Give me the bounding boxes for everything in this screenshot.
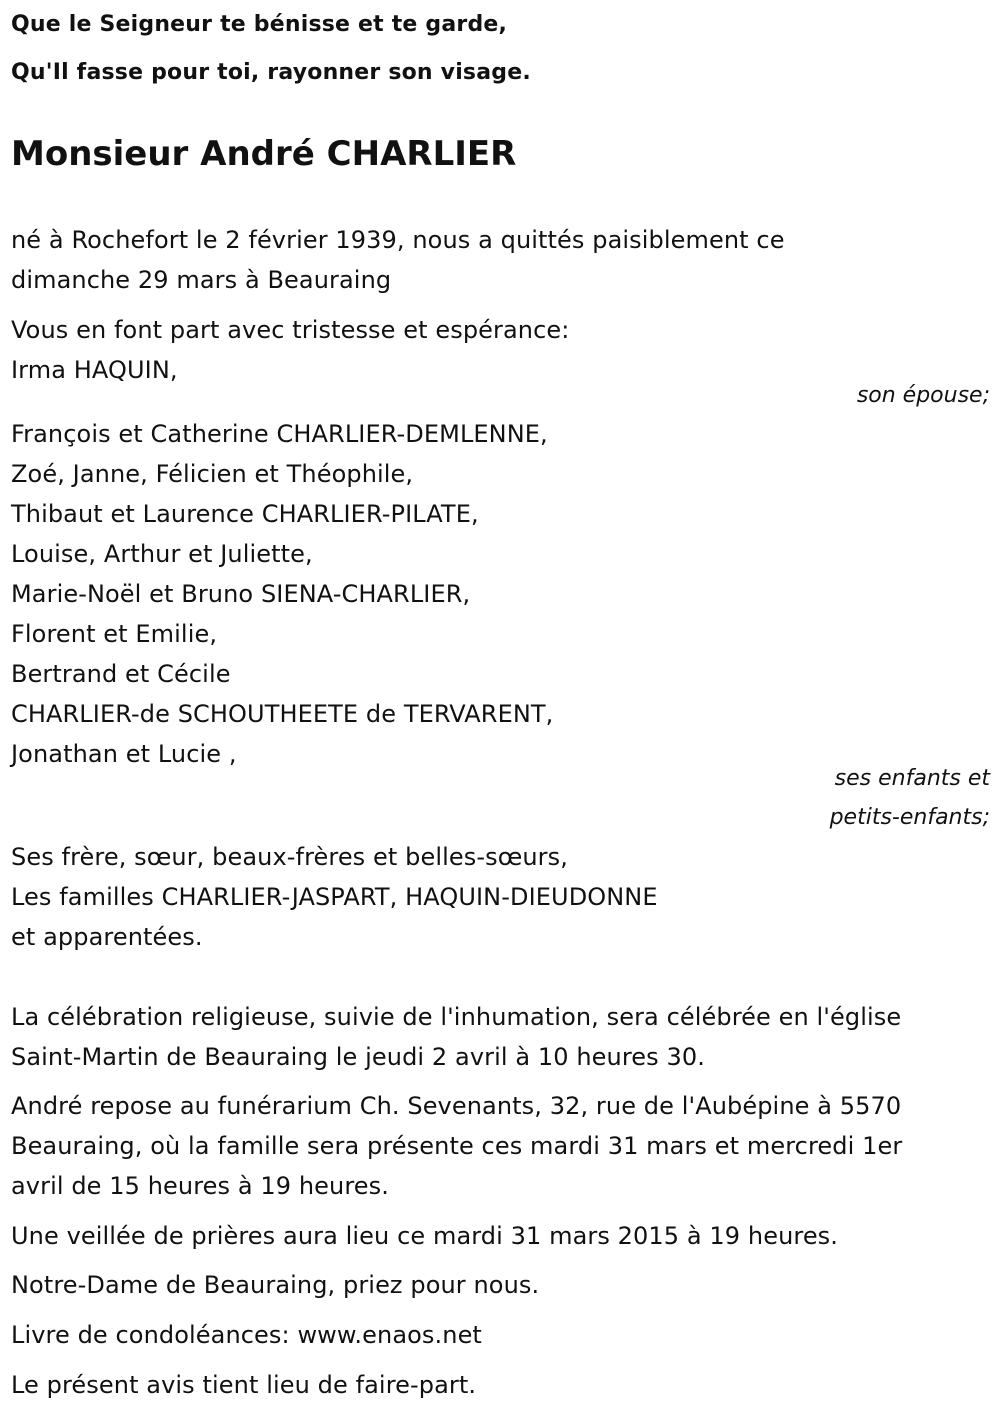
family-line: et apparentées.: [11, 923, 203, 951]
children-line: CHARLIER-de SCHOUTHEETE de TERVARENT,: [11, 700, 554, 728]
vigil-text: Une veillée de prières aura lieu ce mardi 31 mars 2015 à 19 heures.: [11, 1222, 839, 1250]
verse-line-1: Que le Seigneur te bénisse et te garde,: [11, 12, 508, 37]
intro-line-2: dimanche 29 mars à Beauraing: [11, 266, 392, 294]
spouse-role: son épouse;: [856, 383, 990, 408]
intro-line-1: né à Rochefort le 2 février 1939, nous a quittés paisiblement ce: [11, 226, 785, 254]
ceremony-line-2: Saint-Martin de Beauraing le jeudi 2 avril à 10 heures 30.: [11, 1043, 705, 1071]
funerarium-line-3: avril de 15 heures à 19 heures.: [11, 1172, 389, 1200]
prayer-text: Notre-Dame de Beauraing, priez pour nous.: [11, 1271, 540, 1299]
condolences-text: Livre de condoléances: www.enaos.net: [11, 1321, 482, 1349]
children-line: Jonathan et Lucie ,: [11, 740, 237, 768]
children-role-line-1: ses enfants et: [834, 766, 990, 791]
notice-text: Le présent avis tient lieu de faire-part.: [11, 1371, 477, 1399]
children-line: Florent et Emilie,: [11, 620, 218, 648]
children-line: Zoé, Janne, Félicien et Théophile,: [11, 460, 414, 488]
family-line: Ses frère, sœur, beaux-frères et belles-sœurs,: [11, 843, 568, 871]
children-line: Thibaut et Laurence CHARLIER-PILATE,: [11, 500, 479, 528]
children-line: Marie-Noël et Bruno SIENA-CHARLIER,: [11, 580, 471, 608]
funerarium-line-1: André repose au funérarium Ch. Sevenants, 32, rue de l'Aubépine à 5570: [11, 1092, 902, 1120]
children-line: Bertrand et Cécile: [11, 660, 231, 688]
spouse-name: Irma HAQUIN,: [11, 356, 178, 384]
deceased-name-title: Monsieur André CHARLIER: [11, 134, 517, 174]
funerarium-line-2: Beauraing, où la famille sera présente ces mardi 31 mars et mercredi 1er: [11, 1132, 903, 1160]
children-role-line-2: petits-enfants;: [829, 805, 990, 830]
verse-line-2: Qu'Il fasse pour toi, rayonner son visage.: [11, 60, 531, 85]
ceremony-line-1: La célébration religieuse, suivie de l'inhumation, sera célébrée en l'église: [11, 1003, 902, 1031]
family-line: Les familles CHARLIER-JASPART, HAQUIN-DIEUDONNE: [11, 883, 658, 911]
children-line: François et Catherine CHARLIER-DEMLENNE,: [11, 420, 548, 448]
announce-text: Vous en font part avec tristesse et espérance:: [11, 316, 570, 344]
children-line: Louise, Arthur et Juliette,: [11, 540, 313, 568]
